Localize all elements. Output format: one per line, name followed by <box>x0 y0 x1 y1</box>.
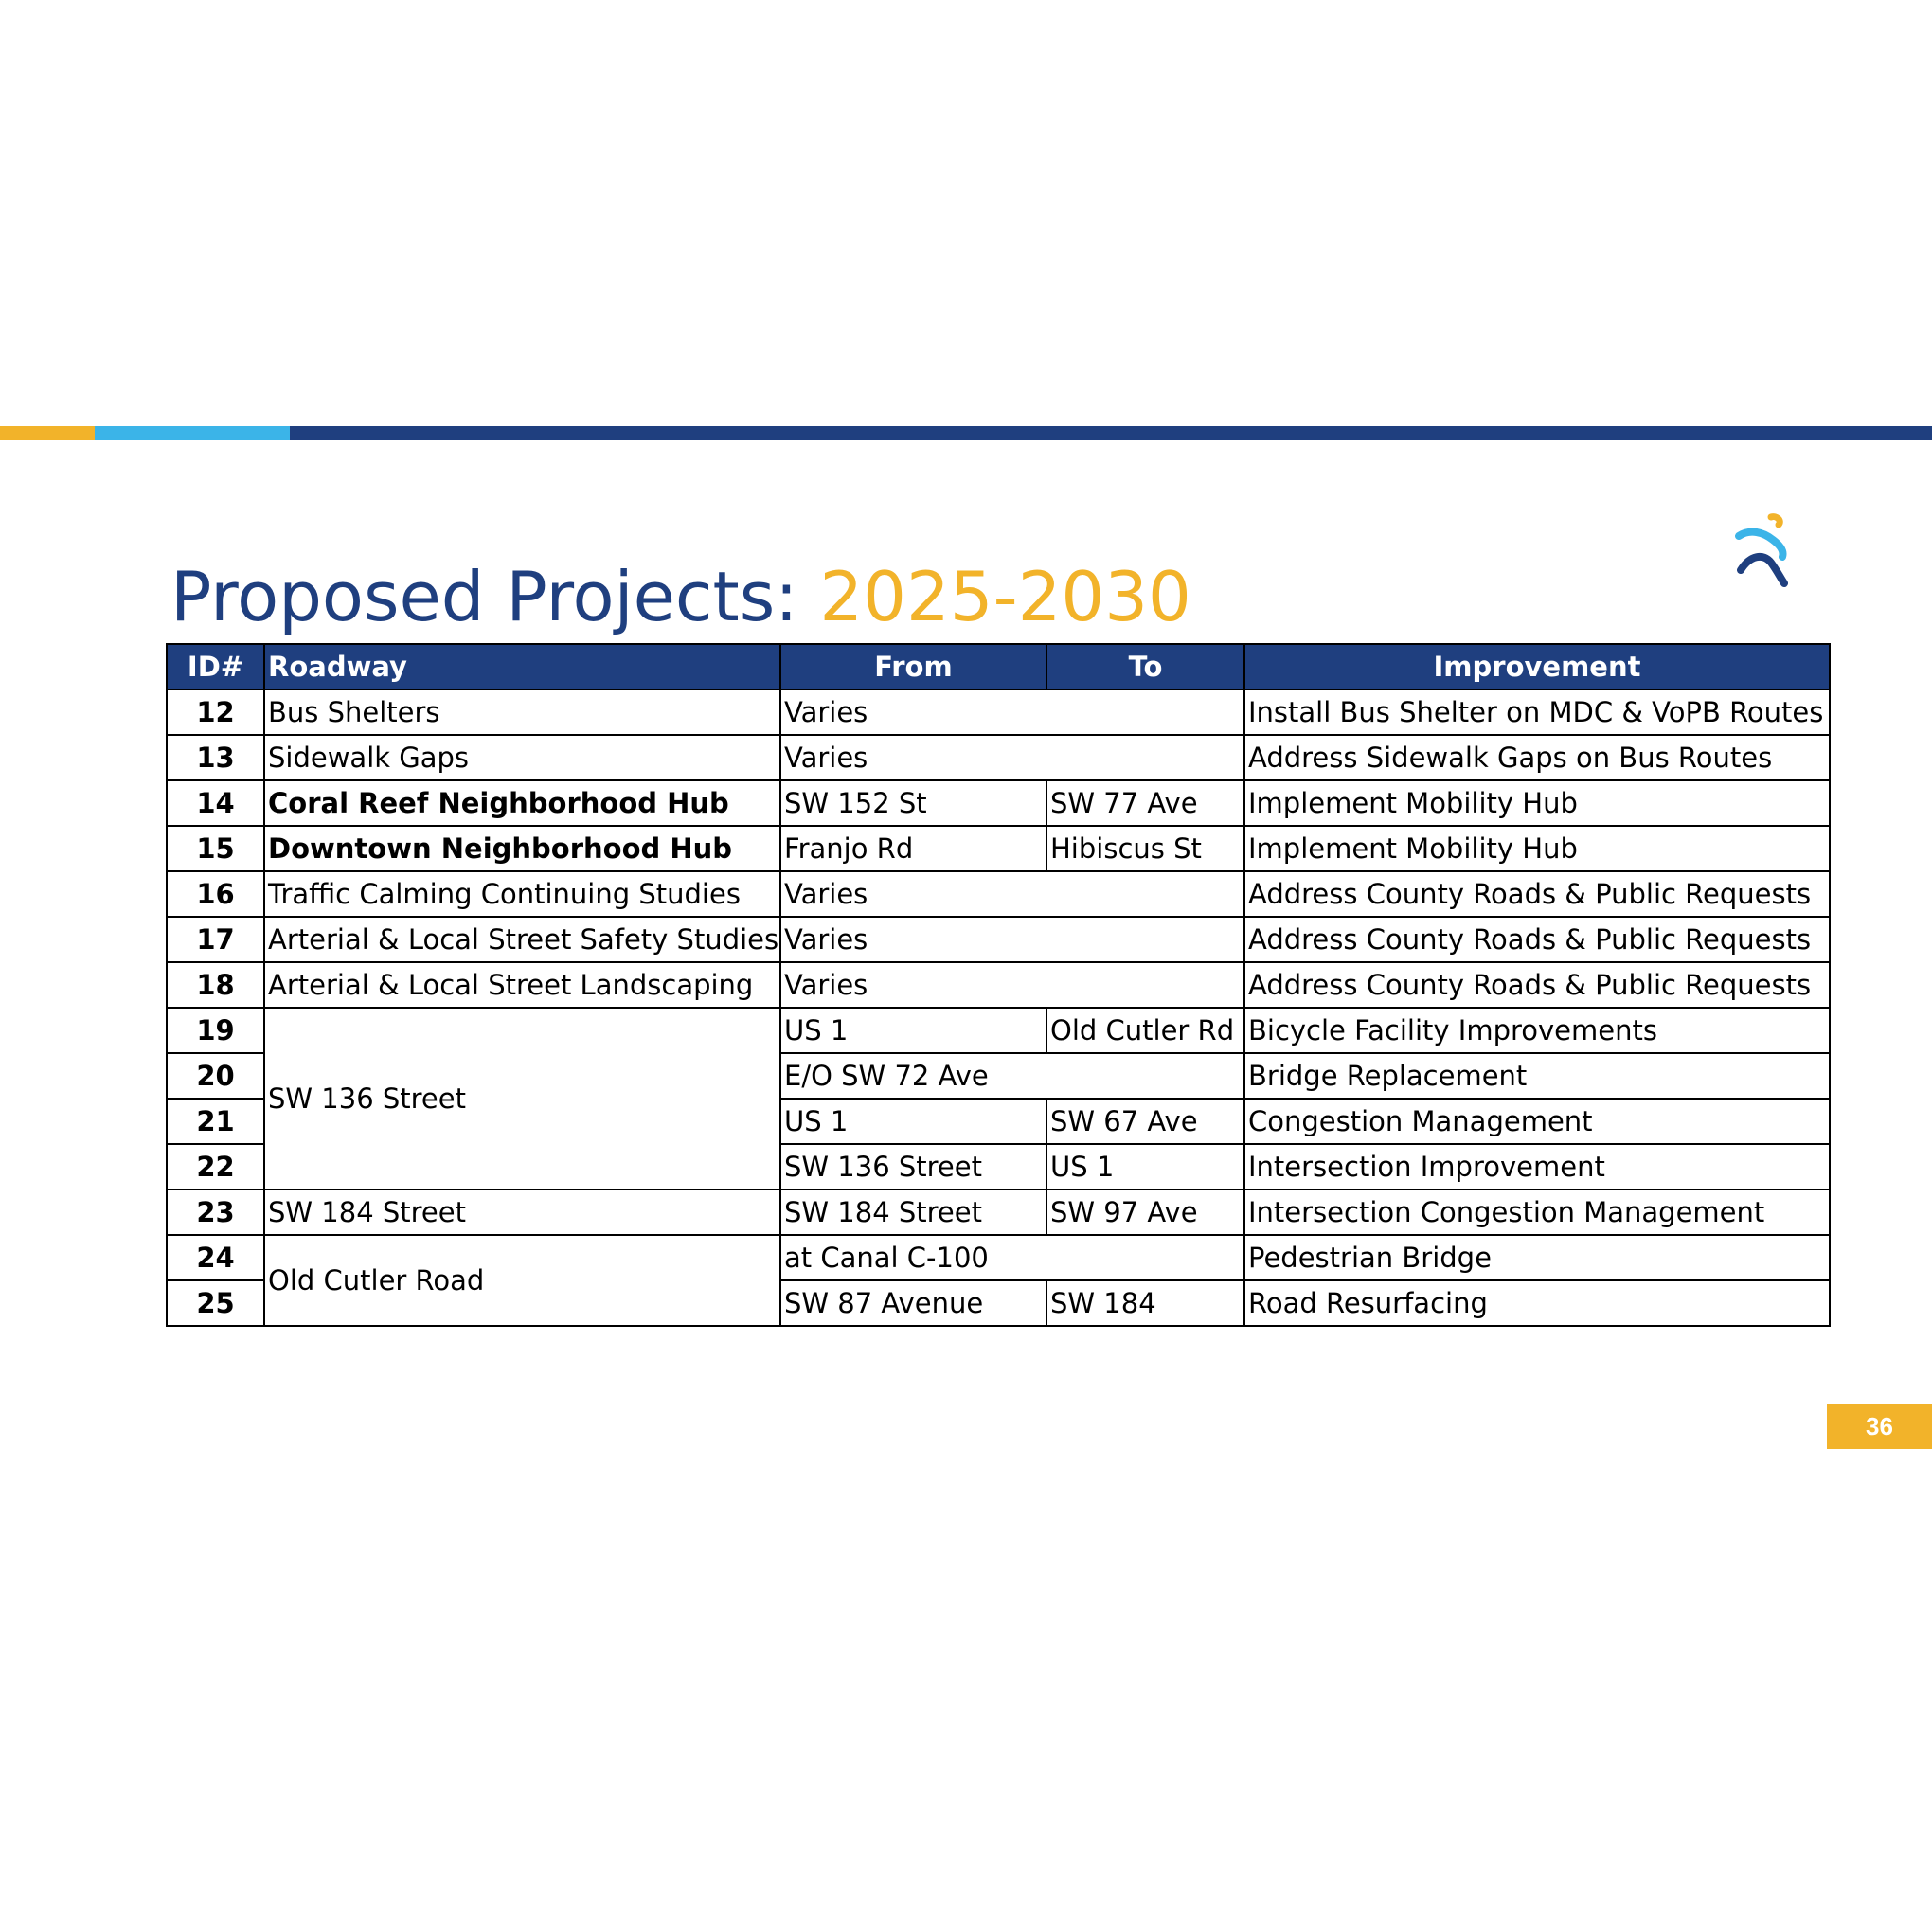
cell-roadway: Coral Reef Neighborhood Hub <box>264 780 780 826</box>
cell-improvement: Pedestrian Bridge <box>1244 1235 1830 1280</box>
projects-table <box>166 643 1831 1327</box>
cell-from: at Canal C-100 <box>780 1235 1244 1280</box>
cell-from: US 1 <box>780 1008 1046 1053</box>
runner-logo-icon <box>1735 511 1792 587</box>
cell-id: 20 <box>167 1053 264 1099</box>
title-main: Proposed Projects: <box>170 557 820 636</box>
cell-id: 17 <box>167 917 264 962</box>
cell-roadway: Arterial & Local Street Landscaping <box>264 962 780 1008</box>
cell-id: 19 <box>167 1008 264 1053</box>
cell-roadway: SW 184 Street <box>264 1190 780 1235</box>
cell-from: Franjo Rd <box>780 826 1046 871</box>
table-row <box>167 1235 1830 1280</box>
cell-improvement: Congestion Management <box>1244 1099 1830 1144</box>
cell-to: Hibiscus St <box>1046 826 1244 871</box>
cell-improvement: Address Sidewalk Gaps on Bus Routes <box>1244 735 1830 780</box>
header-band-yellow <box>0 426 95 440</box>
cell-id: 13 <box>167 735 264 780</box>
cell-improvement: Road Resurfacing <box>1244 1280 1830 1326</box>
header-id: ID# <box>167 644 264 689</box>
cell-to: US 1 <box>1046 1144 1244 1190</box>
cell-from: SW 184 Street <box>780 1190 1046 1235</box>
cell-improvement: Install Bus Shelter on MDC & VoPB Routes <box>1244 689 1830 735</box>
cell-roadway-merged: SW 136 Street <box>264 1008 780 1190</box>
cell-to: SW 67 Ave <box>1046 1099 1244 1144</box>
table-row <box>167 735 1830 780</box>
header-improvement: Improvement <box>1244 644 1830 689</box>
table-row <box>167 917 1830 962</box>
table-row <box>167 780 1830 826</box>
cell-to: SW 184 <box>1046 1280 1244 1326</box>
cell-improvement: Address County Roads & Public Requests <box>1244 871 1830 917</box>
cell-id: 21 <box>167 1099 264 1144</box>
cell-roadway: Traffic Calming Continuing Studies <box>264 871 780 917</box>
cell-id: 23 <box>167 1190 264 1235</box>
cell-id: 22 <box>167 1144 264 1190</box>
cell-from: Varies <box>780 871 1244 917</box>
cell-from: Varies <box>780 917 1244 962</box>
cell-improvement: Address County Roads & Public Requests <box>1244 962 1830 1008</box>
cell-improvement: Intersection Congestion Management <box>1244 1190 1830 1235</box>
cell-improvement: Bridge Replacement <box>1244 1053 1830 1099</box>
cell-from: Varies <box>780 962 1244 1008</box>
table-row <box>167 826 1830 871</box>
cell-id: 14 <box>167 780 264 826</box>
cell-from: Varies <box>780 735 1244 780</box>
table-row <box>167 962 1830 1008</box>
table-row <box>167 1190 1830 1235</box>
header-to: To <box>1046 644 1244 689</box>
cell-id: 15 <box>167 826 264 871</box>
cell-id: 12 <box>167 689 264 735</box>
table-header-row <box>167 644 1830 689</box>
cell-from: E/O SW 72 Ave <box>780 1053 1244 1099</box>
cell-improvement: Implement Mobility Hub <box>1244 780 1830 826</box>
cell-roadway: Arterial & Local Street Safety Studies <box>264 917 780 962</box>
cell-from: SW 87 Avenue <box>780 1280 1046 1326</box>
table-row <box>167 689 1830 735</box>
cell-improvement: Intersection Improvement <box>1244 1144 1830 1190</box>
cell-to: Old Cutler Rd <box>1046 1008 1244 1053</box>
cell-roadway-merged: Old Cutler Road <box>264 1235 780 1326</box>
cell-id: 25 <box>167 1280 264 1326</box>
cell-improvement: Implement Mobility Hub <box>1244 826 1830 871</box>
cell-from: SW 152 St <box>780 780 1046 826</box>
page-title <box>170 549 1191 644</box>
header-from: From <box>780 644 1046 689</box>
cell-id: 24 <box>167 1235 264 1280</box>
cell-roadway: Sidewalk Gaps <box>264 735 780 780</box>
header-band-navy <box>290 426 1932 440</box>
title-years: 2025-2030 <box>819 557 1191 636</box>
header-roadway: Roadway <box>264 644 780 689</box>
cell-to: SW 77 Ave <box>1046 780 1244 826</box>
cell-from: Varies <box>780 689 1244 735</box>
cell-improvement: Bicycle Facility Improvements <box>1244 1008 1830 1053</box>
cell-id: 16 <box>167 871 264 917</box>
cell-from: US 1 <box>780 1099 1046 1144</box>
cell-from: SW 136 Street <box>780 1144 1046 1190</box>
cell-improvement: Address County Roads & Public Requests <box>1244 917 1830 962</box>
cell-roadway: Downtown Neighborhood Hub <box>264 826 780 871</box>
table-row <box>167 871 1830 917</box>
table-row <box>167 1008 1830 1053</box>
cell-to: SW 97 Ave <box>1046 1190 1244 1235</box>
page-number: 36 <box>1827 1404 1932 1449</box>
header-band-cyan <box>95 426 290 440</box>
cell-roadway: Bus Shelters <box>264 689 780 735</box>
cell-id: 18 <box>167 962 264 1008</box>
